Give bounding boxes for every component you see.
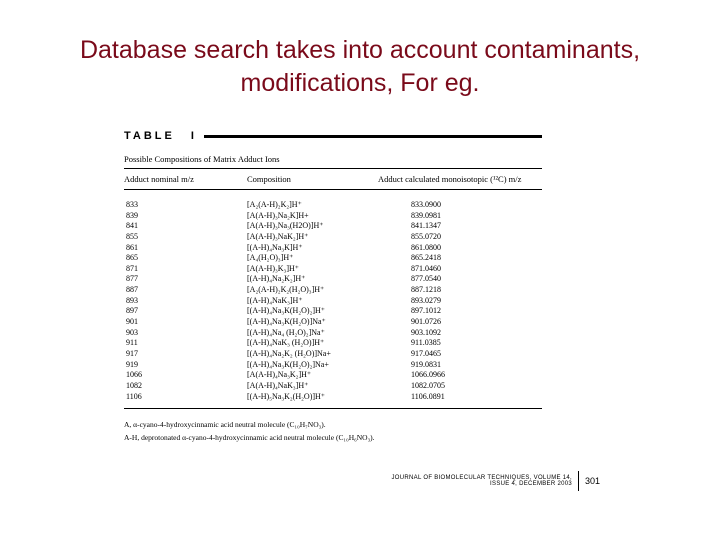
cell-composition: [A₂(A-H)₂K₂]H⁺	[247, 200, 302, 209]
table-row	[124, 338, 542, 349]
cell-nominal: 897	[126, 306, 138, 316]
cell-composition: [(A-H)₄Na₃K(H₂O)₂]H⁺	[247, 306, 326, 316]
table-row	[124, 296, 542, 307]
cell-nominal: 911	[126, 338, 138, 348]
table-body	[124, 200, 542, 402]
journal-citation: JOURNAL OF BIOMOLECULAR TECHNIQUES, VOLUME 14, ISSUE 4, DECEMBER 2003	[391, 475, 573, 487]
cell-composition: [(A-H)₅Na₃K₂(H₂O)]H⁺	[247, 391, 326, 401]
cell-composition: [A(A-H)₃NaK₂]H⁺	[247, 231, 309, 241]
cell-nominal: 919	[126, 359, 138, 369]
slide-title-line-1: Database search takes into account contaminants,	[79, 36, 641, 64]
cell-calculated: 911.0385	[411, 338, 441, 348]
cell-nominal: 839	[126, 210, 138, 220]
header-calculated: Adduct calculated monoisotopic (¹²C) m/z	[378, 174, 522, 184]
cell-calculated: 893.0279	[411, 295, 441, 305]
cell-composition: [A(A-H)₄Na₃K₂]H⁺	[247, 370, 312, 380]
cell-composition: [A(A-H)₃Na₂K]H+	[247, 210, 309, 220]
cell-nominal: 893	[126, 295, 138, 305]
cell-nominal: 1106	[126, 391, 142, 401]
cell-nominal: 917	[126, 348, 138, 358]
cell-calculated: 1066.0966	[411, 370, 445, 380]
cell-calculated: 897.1012	[411, 306, 441, 316]
table-row	[124, 232, 542, 243]
cell-calculated: 865.2418	[411, 253, 441, 263]
table-row	[124, 264, 542, 275]
table-row	[124, 392, 542, 403]
cell-calculated: 839.0981	[411, 210, 441, 220]
cell-calculated: 917.0465	[411, 348, 441, 358]
table-label: TABLE	[124, 130, 175, 142]
heading-rule	[204, 135, 542, 138]
cell-composition: [(A-H)₄Na₂K₂]H⁺	[247, 274, 306, 284]
bottom-rule	[124, 408, 542, 409]
cell-composition: [A₄(H₂O)₃]H⁺	[247, 253, 294, 263]
cell-composition: [A(A-H)₄NaK₃]H⁺	[247, 380, 309, 390]
table-row	[124, 274, 542, 285]
table-figure	[124, 128, 542, 444]
cell-nominal: 841	[126, 221, 138, 231]
cell-composition: [A₂(A-H)₂K₂(H₂O)₃]H⁺	[247, 285, 325, 295]
table-row	[124, 306, 542, 317]
cell-nominal: 855	[126, 231, 138, 241]
cell-composition: [A(A-H)₃Na₃(H2O)]H⁺	[247, 221, 324, 231]
footnote-ah: A-H, deprotonated α-cyano-4-hydroxycinnamic acid neutral molecule (C₁₀H₆NO₃).	[124, 433, 375, 443]
cell-calculated: 919.0831	[411, 359, 441, 369]
cell-nominal: 887	[126, 285, 138, 295]
cell-composition: [(A-H)₄Na₃K(H₂O)₂]Na+	[247, 359, 329, 369]
cell-composition: [(A-H)₄Na₂K₂ (H₂O)]Na+	[247, 348, 331, 358]
table-row	[124, 381, 542, 392]
cell-composition: [(A-H)₄Na₃K(H₂O)]Na⁺	[247, 317, 326, 327]
slide-title	[20, 34, 700, 100]
cell-nominal: 833	[126, 200, 138, 209]
table-heading	[124, 128, 542, 144]
table-row	[124, 349, 542, 360]
cell-composition: [(A-H)₄Na₃K]H⁺	[247, 242, 303, 252]
cell-calculated: 877.0540	[411, 274, 441, 284]
table-caption: Possible Compositions of Matrix Adduct Ions	[124, 154, 280, 164]
cell-nominal: 901	[126, 317, 138, 327]
table-row	[124, 243, 542, 254]
cell-calculated: 903.1092	[411, 327, 441, 337]
cell-nominal: 871	[126, 263, 138, 273]
header-nominal: Adduct nominal m/z	[124, 174, 194, 184]
cell-calculated: 841.1347	[411, 221, 441, 231]
cell-calculated: 901.0726	[411, 317, 441, 327]
cell-composition: [(A-H)₄NaK₃]H⁺	[247, 295, 303, 305]
table-row	[124, 253, 542, 264]
cell-calculated: 887.1218	[411, 285, 441, 295]
cell-composition: [(A-H)₄Na₄ (H₂O)₂]Na⁺	[247, 327, 325, 337]
table-row	[124, 285, 542, 296]
page-number: 301	[584, 476, 600, 486]
cell-calculated: 1082.0705	[411, 380, 445, 390]
header-rule	[124, 189, 542, 190]
cell-nominal: 1082	[126, 380, 142, 390]
table-row	[124, 328, 542, 339]
cell-composition: [(A-H)₄NaK₃ (H₂O)]H⁺	[247, 338, 325, 348]
cell-nominal: 903	[126, 327, 138, 337]
header-composition: Composition	[247, 174, 291, 184]
cell-nominal: 1066	[126, 370, 142, 380]
cell-nominal: 865	[126, 253, 138, 263]
cell-calculated: 1106.0891	[411, 391, 445, 401]
table-row	[124, 370, 542, 381]
table-row	[124, 200, 542, 211]
cell-composition: [A(A-H)₃K₃]H⁺	[247, 263, 300, 273]
slide-title-line-2: modifications, For eg.	[240, 69, 480, 97]
table-number: I	[190, 130, 194, 142]
cell-calculated: 833.0900	[411, 200, 441, 209]
journal-footer	[380, 470, 600, 492]
footer-divider	[578, 471, 579, 491]
cell-nominal: 861	[126, 242, 138, 252]
table-row	[124, 221, 542, 232]
cell-calculated: 855.0720	[411, 231, 441, 241]
table-row	[124, 360, 542, 371]
cell-calculated: 861.0800	[411, 242, 441, 252]
caption-rule	[124, 168, 542, 169]
table-row	[124, 211, 542, 222]
footnotes	[124, 418, 542, 444]
footnote-a: A, α-cyano-4-hydroxycinnamic acid neutral molecule (C₁₀H₇NO₃).	[124, 420, 326, 430]
cell-nominal: 877	[126, 274, 138, 284]
column-headers	[124, 172, 542, 186]
cell-calculated: 871.0460	[411, 263, 441, 273]
table-row	[124, 317, 542, 328]
